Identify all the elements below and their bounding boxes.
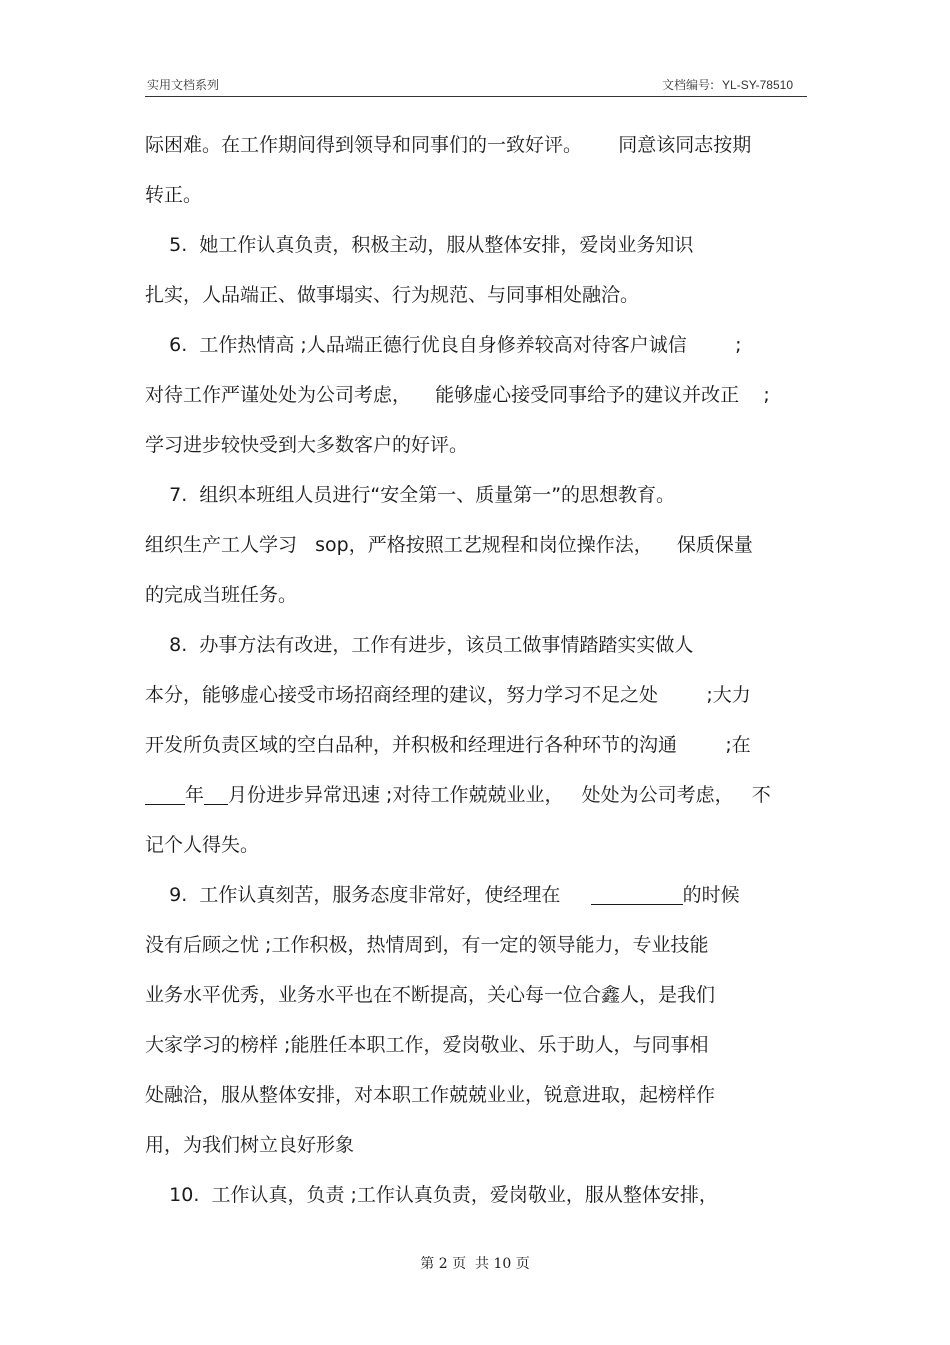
page-number-prefix: 第: [420, 1256, 435, 1272]
fill-blank-year: [145, 782, 185, 805]
document-series-label: 实用文档系列: [147, 78, 220, 92]
body-line: 5. 她工作认真负责，积极主动，服从整体安排，爱岗业务知识: [145, 234, 694, 256]
body-line: 6. 工作热情高 ;人品端正德行优良自身修养较高对待客户诚信 ;: [145, 334, 742, 356]
body-line: 学习进步较快受到大多数客户的好评。: [145, 434, 469, 456]
body-line: 大家学习的榜样 ;能胜任本职工作，爱岗敬业、乐于助人，与同事相: [145, 1034, 709, 1056]
body-line: 用，为我们树立良好形象: [145, 1134, 355, 1156]
body-line: 组织生产工人学习 sop，严格按照工艺规程和岗位操作法， 保质保量: [145, 534, 753, 556]
body-line: 的完成当班任务。: [145, 584, 298, 606]
body-line: 处融洽，服从整体安排，对本职工作兢兢业业，锐意进取，起榜样作: [145, 1084, 716, 1106]
current-page: 2: [438, 1256, 448, 1272]
page-header: [145, 72, 807, 97]
body-line: 扎实，人品端正、做事塌实、行为规范、与同事相处融洽。: [145, 284, 640, 306]
page-number: [0, 1253, 950, 1273]
total-pages: 10: [493, 1256, 512, 1272]
body-line: 10. 工作认真，负责 ;工作认真负责，爱岗敬业，服从整体安排，: [145, 1184, 718, 1206]
body-line: 开发所负责区域的空白品种，并积极和经理进行各种环节的沟通 ;在: [145, 734, 751, 756]
body-line: 7. 组织本班组人员进行“安全第一、质量第一”的思想教育。: [145, 484, 676, 506]
body-line: 转正。: [145, 184, 203, 206]
body-line-text: 的时候: [682, 884, 740, 906]
document-number: [662, 76, 793, 93]
body-line: [145, 778, 771, 812]
fill-blank: [591, 882, 683, 905]
body-line: 业务水平优秀，业务水平也在不断提高，关心每一位合鑫人，是我们: [145, 984, 716, 1006]
body-line: 8. 办事方法有改进，工作有进步，该员工做事情踏踏实实做人: [145, 634, 694, 656]
body-line: 记个人得失。: [145, 834, 260, 856]
body-line-text: 月份进步异常迅速 ;对待工作兢兢业业， 处处为公司考虑， 不: [228, 784, 771, 806]
document-number-value: YL-SY-78510: [722, 78, 793, 92]
body-line-text: 年: [185, 784, 205, 806]
page-number-middle: 页 共: [452, 1256, 489, 1272]
body-line-text: 9. 工作认真刻苦，服务态度非常好，使经理在: [145, 884, 591, 906]
body-line: [145, 878, 740, 912]
body-line: 际困难。在工作期间得到领导和同事们的一致好评。 同意该同志按期: [145, 134, 752, 156]
fill-blank-month: [204, 782, 228, 805]
body-line: 没有后顾之忧 ;工作积极，热情周到，有一定的领导能力，专业技能: [145, 934, 709, 956]
body-line: 本分，能够虚心接受市场招商经理的建议，努力学习不足之处 ;大力: [145, 684, 751, 706]
body-line: 对待工作严谨处处为公司考虑， 能够虚心接受同事给予的建议并改正 ;: [145, 384, 770, 406]
page-number-suffix: 页: [515, 1256, 530, 1272]
document-number-label: 文档编号:: [662, 78, 715, 92]
